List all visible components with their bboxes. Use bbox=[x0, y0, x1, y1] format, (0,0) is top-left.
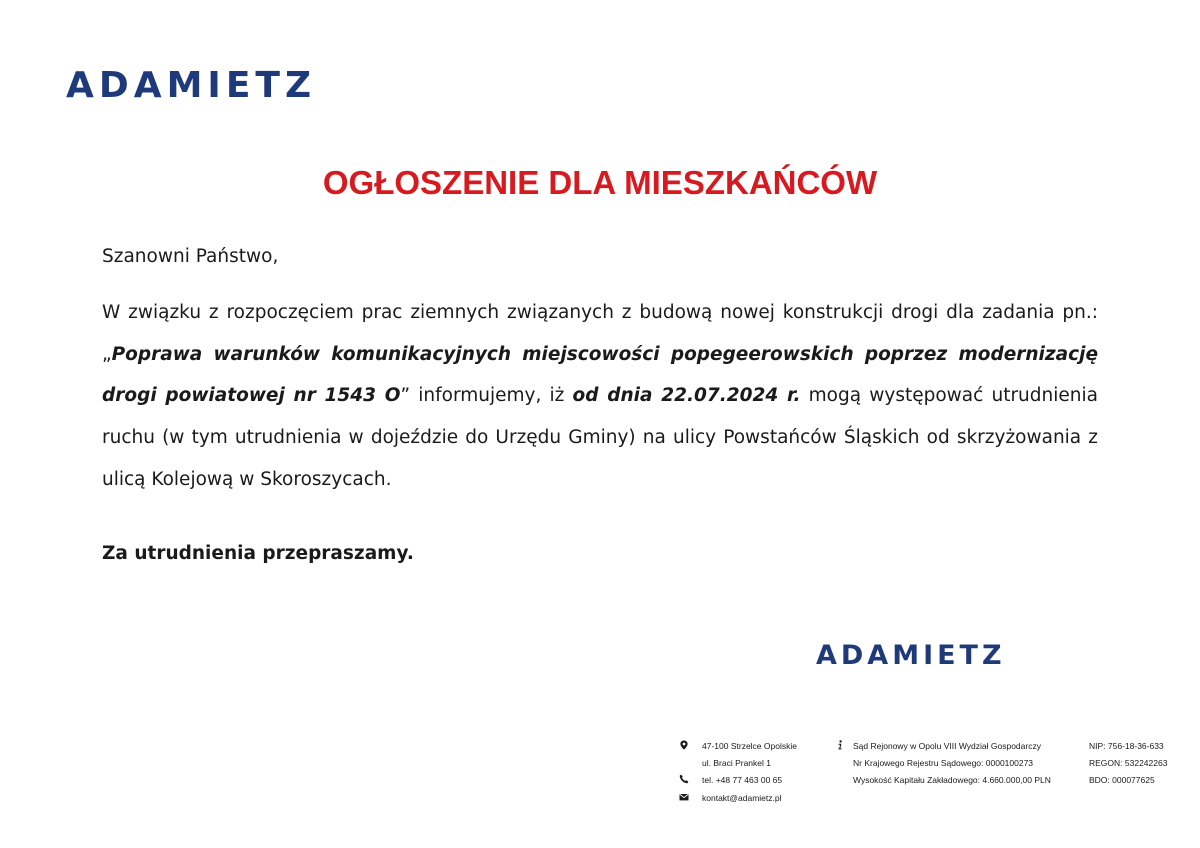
project-name: Poprawa warunków komunikacyjnych miejscowości popegeerowskich poprzez modernizację drogi powiatowej nr 1543 O bbox=[102, 343, 1098, 407]
announcement-title: OGŁOSZENIE DLA MIESZKAŃCÓW bbox=[322, 164, 878, 201]
greeting: Szanowni Państwo, bbox=[102, 246, 279, 267]
start-date: od dnia 22.07.2024 r. bbox=[572, 385, 801, 407]
phone-icon bbox=[679, 774, 689, 784]
announcement-body bbox=[102, 292, 1098, 501]
body-text-part: ” informujemy, iż bbox=[400, 385, 573, 407]
krs-number: Nr Krajowego Rejestru Sądowego: 0000100273 bbox=[853, 758, 1034, 768]
bdo-number: BDO: 000077625 bbox=[1089, 775, 1155, 785]
nip-number: NIP: 756-18-36-633 bbox=[1089, 741, 1164, 751]
share-capital: Wysokość Kapitału Zakładowego: 4.660.000,00 PLN bbox=[853, 775, 1051, 785]
body-text-part: mogą występować utrudnienia ruchu (w tym utrudnienia w dojeździe do Urzędu Gminy) na ulicy Powstańców Śląskich od skrzyżowania z ulicą Kolejową w Skoroszycach. bbox=[102, 385, 1098, 490]
body-text-part: W związku z rozpoczęciem prac ziemnych związanych z budową nowej konstrukcji drogi dla zadania pn.: „ bbox=[102, 302, 1098, 365]
email-address: kontakt@adamietz.pl bbox=[702, 793, 782, 803]
company-logo: ADAMIETZ bbox=[66, 65, 317, 106]
regon-number: REGON: 532242263 bbox=[1089, 758, 1168, 768]
address-line-2: ul. Braci Prankel 1 bbox=[702, 758, 771, 768]
info-icon bbox=[835, 740, 845, 750]
court-info: Sąd Rejonowy w Opolu VIII Wydział Gospodarczy bbox=[853, 741, 1041, 751]
signature-logo: ADAMIETZ bbox=[816, 640, 1006, 671]
phone-number: tel. +48 77 463 00 65 bbox=[702, 775, 783, 785]
email-icon bbox=[679, 792, 689, 802]
closing-line: Za utrudnienia przepraszamy. bbox=[102, 543, 414, 564]
location-pin-icon bbox=[679, 740, 689, 750]
address-line-1: 47-100 Strzelce Opolskie bbox=[702, 741, 797, 751]
